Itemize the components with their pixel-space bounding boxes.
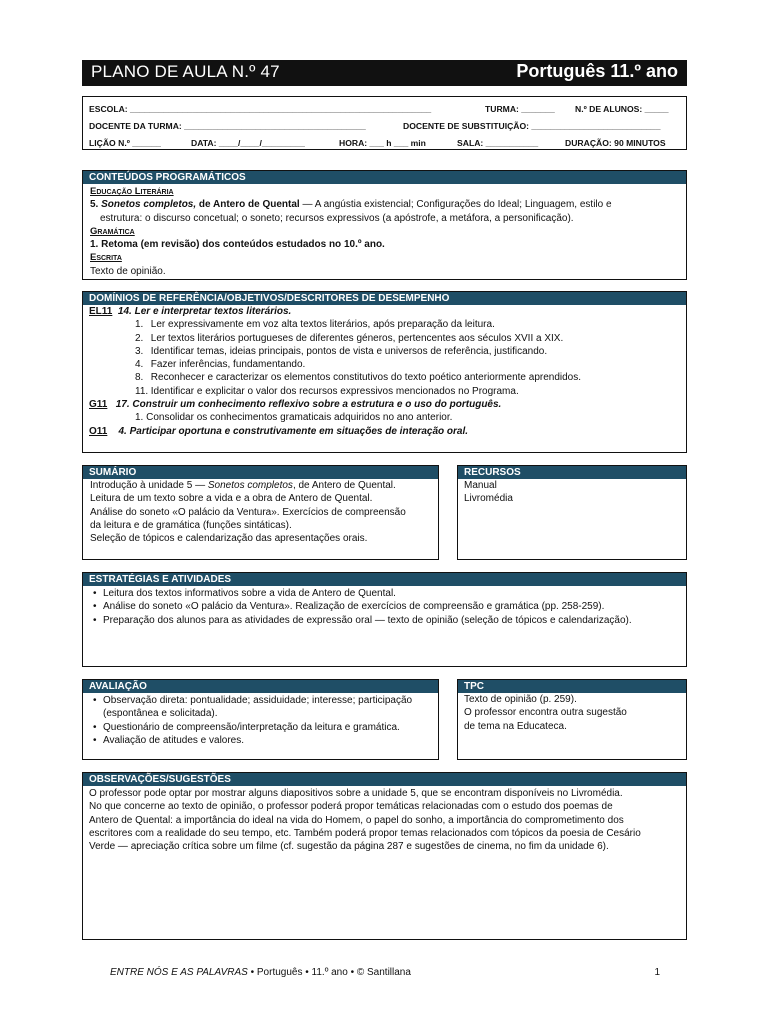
escrita-label: Escrita bbox=[90, 252, 122, 264]
lesson-plan-title: PLANO DE AULA N.º 47 bbox=[91, 62, 280, 81]
el-item-number: 3. bbox=[135, 345, 144, 357]
sumario-section bbox=[82, 465, 439, 560]
el-item-number: 8. bbox=[135, 372, 144, 384]
recurso-item: Livromédia bbox=[464, 493, 513, 505]
avaliacao-item: • Observação direta: pontualidade; assiduidade; interesse; participação (espontânea e solicitada). bbox=[103, 694, 430, 721]
el-item-number: 11. bbox=[135, 385, 149, 397]
avaliacao-section bbox=[82, 679, 439, 760]
edu-author: de Antero de Quental bbox=[198, 199, 300, 211]
el-item-text: Ler textos literários portugueses de diferentes géneros, pertencentes aos séculos XVII a XIX. bbox=[150, 332, 564, 344]
o-title: 4. Participar oportuna e construtivamente em situações de interação oral. bbox=[118, 425, 469, 437]
estrategia-item: • Preparação dos alunos para as atividades de expressão oral — texto de opinião (seleção de tópicos e calendarização). bbox=[103, 614, 680, 627]
sala-field: SALA: ___________ bbox=[457, 138, 539, 148]
estrategia-item: • Análise do soneto «O palácio da Ventura». Realização de exercícios de compreensão e gramática (pp. 258-259). bbox=[103, 600, 680, 613]
recurso-item: Manual bbox=[464, 480, 497, 491]
subject-title: Português 11.º ano bbox=[516, 61, 678, 81]
sumario-l1b: Sonetos completos bbox=[207, 480, 293, 491]
el-item-text: Identificar temas, ideias principais, pontos de vista e universos de referência, justificando. bbox=[150, 345, 548, 357]
el-item bbox=[89, 332, 680, 345]
el-items-list bbox=[89, 318, 680, 398]
o-code: O11 bbox=[89, 425, 108, 437]
footer-book-title: ENTRE NÓS E AS PALAVRAS bbox=[110, 967, 248, 978]
dominios-header: DOMÍNIOS DE REFERÊNCIA/OBJETIVOS/DESCRITORES DE DESEMPENHO bbox=[83, 292, 686, 305]
obs-l5: Verde — apreciação crítica sobre um filme (cf. sugestão da página 287 e sugestões de cinema, no fim da unidade 6). bbox=[89, 841, 609, 853]
el-item bbox=[89, 345, 680, 358]
obs-l2: No que concerne ao texto de opinião, o professor poderá propor temáticas relacionadas com o estudo dos poemas de bbox=[89, 801, 613, 813]
observacoes-header: OBSERVAÇÕES/SUGESTÕES bbox=[83, 773, 686, 786]
title-bar bbox=[82, 60, 687, 86]
obs-l3: Antero de Quental: a importância do ideal na vida do Homem, o papel do sonho, a importância do comprometimento dos bbox=[89, 814, 624, 826]
g-title: 17. Construir um conhecimento reflexivo sobre a estrutura e o uso do português. bbox=[115, 399, 502, 411]
el-item-text: Reconhecer e caracterizar os elementos constitutivos do texto poético anteriormente aprendidos. bbox=[150, 372, 582, 384]
el-item bbox=[89, 385, 680, 398]
edu-text: — A angústia existencial; Configurações do Ideal; Linguagem, estilo e bbox=[302, 199, 612, 211]
tpc-section bbox=[457, 679, 687, 760]
tpc-header: TPC bbox=[458, 680, 686, 693]
page-footer bbox=[110, 967, 660, 978]
data-field: DATA: ____/____/_________ bbox=[191, 138, 305, 148]
tpc-l2: O professor encontra outra sugestão bbox=[464, 707, 627, 719]
school-info-box bbox=[82, 96, 687, 150]
el-item-number: 2. bbox=[135, 332, 144, 344]
g-code: G11 bbox=[89, 399, 108, 411]
recursos-header: RECURSOS bbox=[458, 466, 686, 479]
estrategia-item: • Leitura dos textos informativos sobre a vida de Antero de Quental. bbox=[103, 587, 680, 600]
avaliacao-header: AVALIAÇÃO bbox=[83, 680, 438, 693]
docente-field: DOCENTE DA TURMA: ______________________________________ bbox=[89, 121, 366, 131]
recursos-section bbox=[457, 465, 687, 560]
sumario-l4: da leitura e de gramática (funções sintáticas). bbox=[90, 519, 292, 531]
el-item-number: 1. bbox=[135, 319, 144, 331]
g-item: 1. Consolidar os conhecimentos gramaticais adquiridos no ano anterior. bbox=[135, 412, 453, 424]
licao-field: LIÇÃO N.º ______ bbox=[89, 138, 161, 148]
el-code: EL11 bbox=[89, 306, 113, 317]
avaliacao-item: • Questionário de compreensão/interpretação da leitura e gramática. bbox=[103, 721, 430, 734]
obs-l4: escritores com a realidade do seu tempo, etc. Também poderá propor temas relacionados com tópicos da poesia de Cesário bbox=[89, 827, 641, 839]
estrategias-header: ESTRATÉGIAS E ATIVIDADES bbox=[83, 573, 686, 586]
estrategias-section bbox=[82, 572, 687, 667]
page-number: 1 bbox=[654, 967, 660, 978]
conteudos-section bbox=[82, 170, 687, 280]
sumario-l2: Leitura de um texto sobre a vida e a obra de Antero de Quental. bbox=[90, 493, 373, 505]
edu-text-2: estrutura: o discurso concetual; o soneto; recursos expressivos (a apóstrofe, a metáfora, a personificação). bbox=[100, 212, 574, 224]
el-item bbox=[89, 358, 680, 371]
turma-field: TURMA: _______ bbox=[485, 104, 555, 114]
sumario-l1a: Introdução à unidade 5 — bbox=[90, 480, 206, 491]
edu-work: Sonetos completos, bbox=[101, 199, 197, 211]
el-item bbox=[89, 318, 680, 331]
sumario-header: SUMÁRIO bbox=[83, 466, 438, 479]
avaliacao-item: • Avaliação de atitudes e valores. bbox=[103, 734, 430, 747]
conteudos-header: CONTEÚDOS PROGRAMÁTICOS bbox=[83, 171, 686, 184]
el-item-text: Fazer inferências, fundamentando. bbox=[150, 359, 306, 371]
alunos-field: N.º DE ALUNOS: _____ bbox=[575, 104, 669, 114]
el-item-text: Identificar e explicitar o valor dos recursos expressivos mencionados no Programa. bbox=[150, 385, 519, 397]
hora-field: HORA: ___ h ___ min bbox=[339, 138, 426, 148]
gramatica-text: 1. Retoma (em revisão) dos conteúdos estudados no 10.º ano. bbox=[90, 239, 385, 251]
duracao-field: DURAÇÃO: 90 MINUTOS bbox=[565, 138, 666, 148]
sumario-l1c: , de Antero de Quental. bbox=[292, 480, 396, 491]
educacao-literaria-label: Educação Literária bbox=[90, 186, 174, 197]
escrita-text: Texto de opinião. bbox=[90, 265, 166, 277]
edu-num: 5. bbox=[90, 199, 99, 211]
el-title: 14. Ler e interpretar textos literários. bbox=[117, 306, 292, 317]
sumario-l3: Análise do soneto «O palácio da Ventura». Exercícios de compreensão bbox=[90, 506, 406, 518]
observacoes-section bbox=[82, 772, 687, 940]
escola-field: ESCOLA: _______________________________________________________________ bbox=[89, 104, 432, 114]
tpc-l1: Texto de opinião (p. 259). bbox=[464, 694, 577, 705]
el-item-text: Ler expressivamente em voz alta textos literários, após preparação da leitura. bbox=[150, 319, 495, 331]
sumario-l5: Seleção de tópicos e calendarização das apresentações orais. bbox=[90, 533, 368, 545]
tpc-l3: de tema na Educateca. bbox=[464, 720, 567, 732]
dominios-section bbox=[82, 291, 687, 453]
substituicao-field: DOCENTE DE SUBSTITUIÇÃO: ___________________________ bbox=[403, 121, 661, 131]
el-item bbox=[89, 371, 680, 384]
obs-l1: O professor pode optar por mostrar alguns diapositivos sobre a unidade 5, que se encontram disponíveis no Livromédia. bbox=[89, 788, 623, 799]
footer-rest: • Português • 11.º ano • © Santillana bbox=[250, 967, 411, 978]
el-item-number: 4. bbox=[135, 359, 144, 371]
gramatica-label: Gramática bbox=[90, 225, 135, 237]
